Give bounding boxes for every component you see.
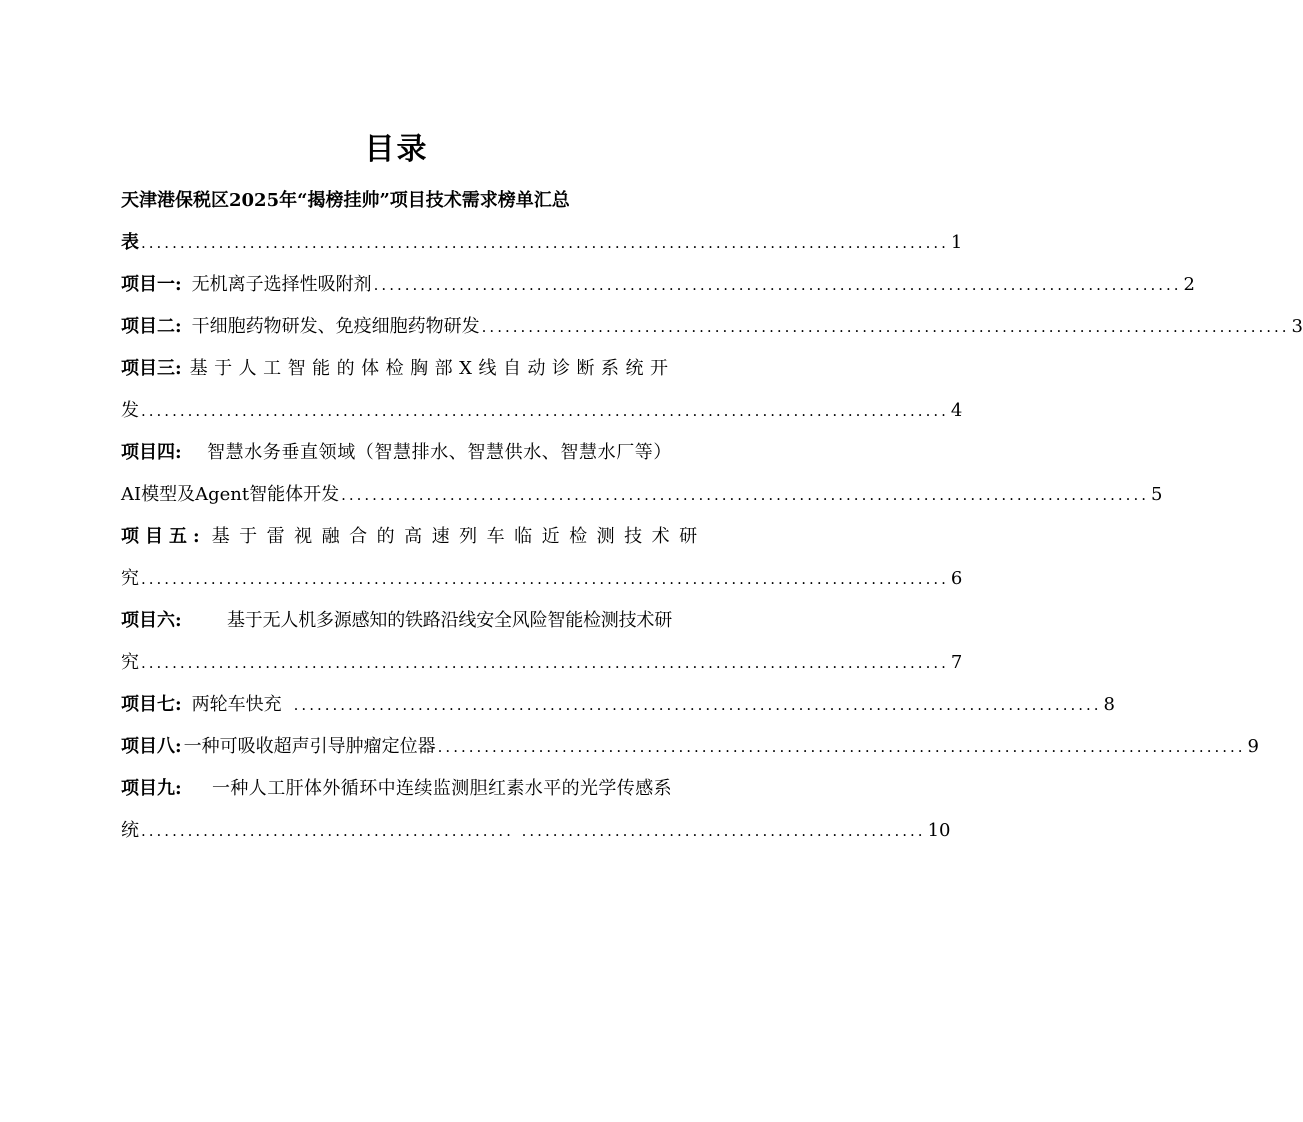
dot-leader: ........................................................................................................ <box>141 234 949 252</box>
project-title: 基于无人机多源感知的铁路沿线安全风险智能检测技术研 <box>227 610 672 631</box>
toc-entry-project-9-line1[interactable] <box>121 768 672 810</box>
table-of-contents <box>121 180 1303 852</box>
page-number: 2 <box>1183 274 1195 295</box>
toc-entry-project-5-line1[interactable] <box>121 516 707 558</box>
project-title: 基于雷视融合的高速列车临近检测技术研 <box>211 526 707 547</box>
project-prefix: 项目二: <box>121 316 182 337</box>
page-number: 10 <box>927 820 951 841</box>
toc-entry-project-7[interactable] <box>121 684 1115 726</box>
project-prefix: 项目五: <box>121 526 206 547</box>
dot-leader: ........................................................................................................ <box>437 738 1246 756</box>
project-title: 干细胞药物研发、免疫细胞药物研发 <box>191 316 480 337</box>
project-prefix: 项目七: <box>121 694 182 715</box>
page-title: 目录 <box>364 132 429 167</box>
toc-entry-project-5-line2[interactable] <box>121 558 963 600</box>
dot-leader: ........................................................................................................ <box>141 402 949 420</box>
page-number: 6 <box>950 568 963 589</box>
toc-entry-summary-title: 天津港保税区2025年“揭榜挂帅”项目技术需求榜单汇总 <box>121 190 570 211</box>
toc-entry-summary-line2[interactable] <box>121 222 963 264</box>
toc-entry-project-4-line2[interactable] <box>121 474 1163 516</box>
dot-leader: ........................................................................................................ <box>341 486 1149 504</box>
project-title: 智慧水务垂直领域（智慧排水、智慧供水、智慧水厂等） <box>207 442 672 463</box>
toc-entry-project-2[interactable] <box>121 306 1303 348</box>
project-title-cont: 统 <box>121 820 139 841</box>
toc-entry-project-6-line1[interactable] <box>121 600 672 642</box>
toc-entry-project-4-line1[interactable] <box>121 432 672 474</box>
dot-leader: ........................................................................................................ <box>293 696 1102 714</box>
dot-leader: ........................................................................................................ <box>481 318 1290 336</box>
toc-entry-project-6-line2[interactable] <box>121 642 963 684</box>
project-prefix: 项目四: <box>121 442 182 463</box>
project-title: 两轮车快充 <box>191 694 282 715</box>
project-prefix: 项目一: <box>121 274 182 295</box>
toc-entry-summary-title-cont: 表 <box>121 232 139 253</box>
dot-leader: ........................................................................................................ <box>141 570 949 588</box>
project-title: 一种可吸收超声引导肿瘤定位器 <box>183 736 436 757</box>
project-title-cont: AI模型及Agent智能体开发 <box>121 484 340 505</box>
page-number: 7 <box>950 652 963 673</box>
project-prefix: 项目六: <box>121 610 182 631</box>
toc-entry-project-3-line1[interactable] <box>121 348 675 390</box>
page-number: 3 <box>1291 316 1303 337</box>
project-title-cont: 发 <box>121 400 139 421</box>
page-number: 9 <box>1247 736 1259 757</box>
project-title: 基于人工智能的体检胸部X线自动诊断系统开 <box>189 358 675 379</box>
project-prefix: 项目九: <box>121 778 182 799</box>
dot-leader: ........................................................................................................ <box>373 276 1182 294</box>
project-prefix: 项目三: <box>121 358 182 379</box>
project-title-cont: 究 <box>121 568 139 589</box>
dot-leader: ........................................................................................................ <box>141 654 949 672</box>
project-title: 无机离子选择性吸附剂 <box>191 274 372 295</box>
page-number: 5 <box>1151 484 1163 505</box>
page-number: 4 <box>950 400 963 421</box>
toc-entry-summary-line1[interactable] <box>121 180 672 222</box>
project-prefix: 项目八: <box>121 736 182 757</box>
toc-entry-project-3-line2[interactable] <box>121 390 963 432</box>
page-number: 8 <box>1103 694 1115 715</box>
toc-entry-project-9-line2[interactable] <box>121 810 951 852</box>
toc-entry-project-1[interactable] <box>121 264 1195 306</box>
project-title: 一种人工肝体外循环中连续监测胆红素水平的光学传感系 <box>212 778 672 799</box>
dot-leader: ................................................ .................................................... <box>141 822 926 840</box>
toc-entry-project-8[interactable] <box>121 726 1259 768</box>
page-number: 1 <box>950 232 963 253</box>
project-title-cont: 究 <box>121 652 139 673</box>
